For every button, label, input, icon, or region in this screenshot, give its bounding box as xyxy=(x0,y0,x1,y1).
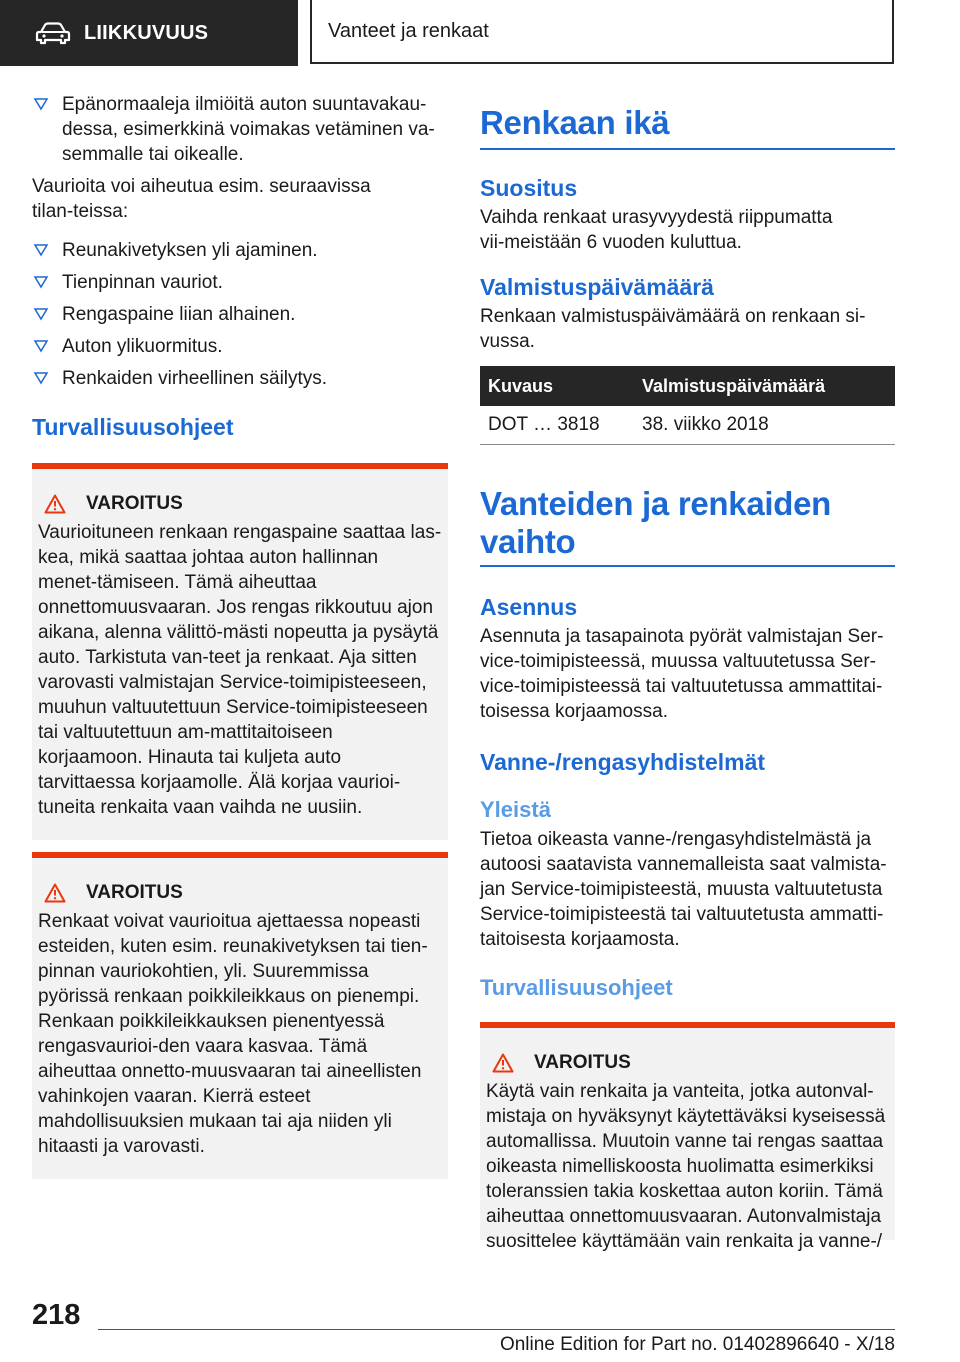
column-header: Kuvaus xyxy=(480,366,634,406)
warning-title-row xyxy=(486,1050,889,1075)
general-text: Tietoa oikeasta vanne-/rengasyhdistelmästä ja autoosi saatavista vannemalleista saat valmista-jan Service-toimipisteestä, muusta valtuutetusta Service-toimipisteestä tai valtuutetusta ammatti-taitoisesta korjaamosta. xyxy=(480,829,887,950)
tire-age-heading: Renkaan ikä xyxy=(480,104,670,141)
table-row xyxy=(480,406,895,445)
general-heading: Yleistä xyxy=(480,797,551,822)
heading-rule xyxy=(480,148,895,150)
triangle-bullet-icon xyxy=(34,340,48,352)
list-item: Renkaiden virheellinen säilytys. xyxy=(32,366,448,391)
warning-triangle-icon xyxy=(492,1053,514,1073)
recommendation-heading: Suositus xyxy=(480,175,578,201)
list-item: Auton ylikuormitus. xyxy=(32,334,448,359)
combination-heading: Vanne-/rengasyhdistelmät xyxy=(480,749,766,775)
recommendation-text: Vaihda renkaat urasyvyydestä riippumatta vii-meistään 6 vuoden kuluttua. xyxy=(480,207,833,253)
list-item: Tienpinnan vauriot. xyxy=(32,270,448,295)
warning-box xyxy=(32,463,448,840)
manufacture-date-heading: Valmistuspäivämäärä xyxy=(480,274,714,300)
warning-triangle-icon xyxy=(44,883,66,903)
list-item: Epänormaaleja ilmiöitä auton suuntavakau-dessa, esimerkkinä voimakas vetäminen va-semmalle tai oikealle. xyxy=(32,92,452,167)
intro-bullet-list xyxy=(32,92,448,167)
section-title: LIIKKUVUUS xyxy=(84,21,209,44)
safety-heading-left: Turvallisuusohjeet xyxy=(32,414,234,440)
warning-title: VAROITUS xyxy=(534,1052,631,1073)
warning-triangle-icon xyxy=(44,494,66,514)
car-icon xyxy=(36,22,70,44)
triangle-bullet-icon xyxy=(34,372,48,384)
date-code-table xyxy=(480,366,895,445)
table-header-row xyxy=(480,366,895,406)
triangle-bullet-icon xyxy=(34,276,48,288)
topic-header xyxy=(310,0,894,64)
page-topic: Vanteet ja renkaat xyxy=(328,19,489,42)
mounting-text: Asennuta ja tasapainota pyörät valmistajan Ser-vice-toimipisteessä, muussa valtuutetussa Ser-vice-toimipisteessä tai valtuutetussa ammattitai-toisessa korjaamossa. xyxy=(480,626,884,722)
wheel-change-heading: Vanteiden ja renkaiden vaihto xyxy=(480,485,832,560)
warning-text: Renkaat voivat vaurioitua ajettaessa nopeasti esteiden, kuten esim. reunakivetyksen tai tien-pinnan vauriokohtien, yli. Suuremmissa pyörissä renkaan poikkileikkaus on pienempi. Renkaan poikkileikkauksen pienentyessä rengasvaurioi-den vaara kasvaa. Tämä aiheuttaa onnetto-muusvaaran tai aineellisten vahinkojen vaaran. Kierrä esteet mahdollisuuksien mukaan tai aja niiden yli hitaasti ja varovasti. xyxy=(38,911,428,1157)
damage-intro: Vaurioita voi aiheutua esim. seuraavissa tilan-teissa: xyxy=(32,176,371,222)
warning-title-row xyxy=(38,880,442,905)
heading-rule xyxy=(480,565,895,567)
warning-box xyxy=(32,852,448,1179)
safety-heading-right: Turvallisuusohjeet xyxy=(480,975,673,1000)
left-column xyxy=(32,92,448,1179)
footer-rule xyxy=(98,1329,895,1330)
table-cell: 38. viikko 2018 xyxy=(634,406,895,445)
table-cell: DOT … 3818 xyxy=(480,406,634,445)
page-number: 218 xyxy=(32,1299,81,1331)
warning-title-row xyxy=(38,491,442,516)
warning-title: VAROITUS xyxy=(86,493,183,514)
right-column xyxy=(480,104,895,1252)
section-header xyxy=(0,0,298,66)
mounting-heading: Asennus xyxy=(480,594,578,620)
warning-title: VAROITUS xyxy=(86,882,183,903)
triangle-bullet-icon xyxy=(34,244,48,256)
triangle-bullet-icon xyxy=(34,98,48,110)
triangle-bullet-icon xyxy=(34,308,48,320)
list-item: Reunakivetyksen yli ajaminen. xyxy=(32,238,448,263)
edition-text: Online Edition for Part no. 01402896640 - X/18 xyxy=(499,1334,895,1355)
warning-text: Käytä vain renkaita ja vanteita, jotka autonval-mistaja on hyväksynyt käytettäväksi kyseisessä automallissa. Muutoin vanne tai rengas saattaa oikeasta nimelliskoosta huolimatta esimerkiksi toleranssien takia koskettaa auton koriin. Tämä aiheuttaa onnettomuusvaaran. Autonvalmistaja suosittelee käyttämään vain renkaita ja vanne-/ xyxy=(486,1081,886,1252)
list-item: Rengaspaine liian alhainen. xyxy=(32,302,448,327)
damage-bullet-list xyxy=(32,238,448,391)
warning-text: Vaurioituneen renkaan rengaspaine saattaa las-kea, mikä saattaa johtaa auton hallinnan menet-tämiseen. Tämä aiheuttaa onnettomuusvaaran. Jos rengas rikkoutuu ajon aikana, alenna välittö-mästi nopeutta ja pysäytä auto. Tarkistuta van-teet ja renkaat. Aja sitten varovasti valmistajan Service-toimipisteeseen, muuhun valtuutettuun Service-toimipisteeseen tai valtuutettuun am-mattitaitoiseen korjaamoon. Hinauta tai kuljeta auto tarvittaessa korjaamolle. Älä korjaa vaurioi-tuneita renkaita vaan vaihda ne uusiin. xyxy=(38,522,442,818)
manufacture-date-text: Renkaan valmistuspäivämäärä on renkaan si-vussa. xyxy=(480,306,866,352)
column-header: Valmistuspäivämäärä xyxy=(634,366,895,406)
warning-box xyxy=(480,1022,895,1252)
